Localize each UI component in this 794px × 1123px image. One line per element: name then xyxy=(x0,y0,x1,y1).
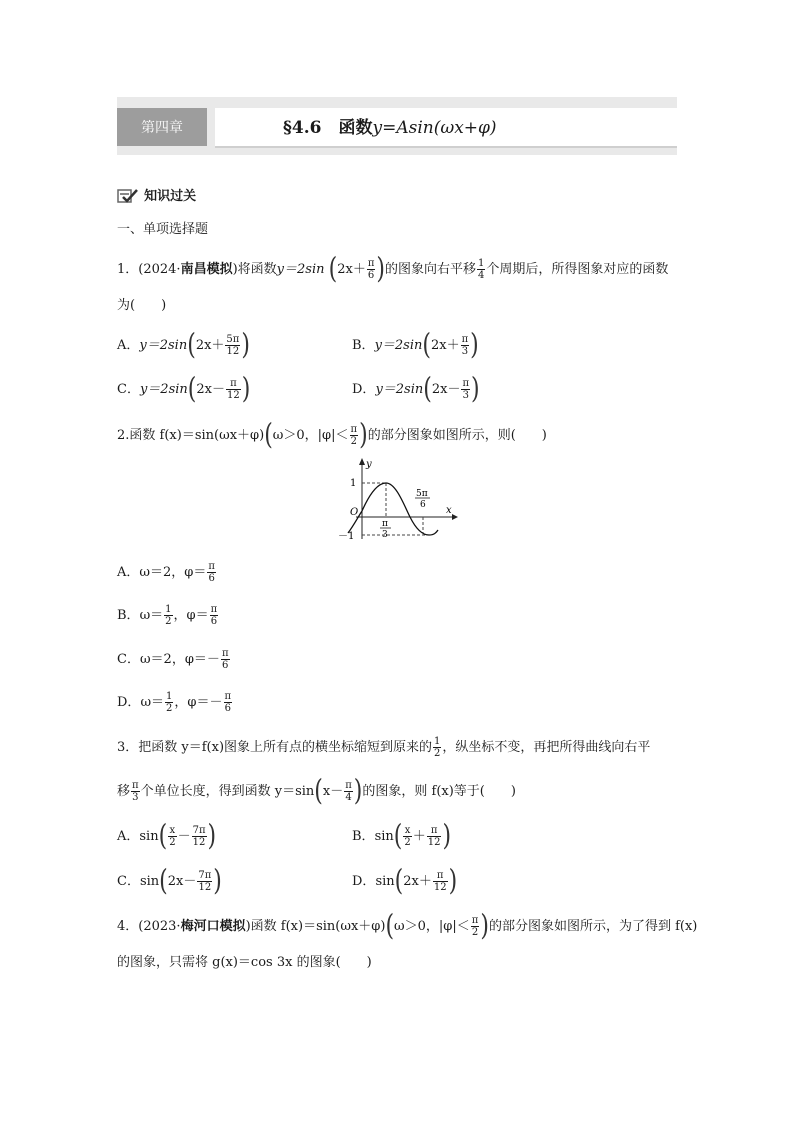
q2-stem-a: 2.函数 f(x)＝sin(ωx＋φ) xyxy=(117,428,265,443)
q1-arg: 2x＋ xyxy=(337,262,366,277)
q3-line1: 3．把函数 y＝f(x)图象上所有点的横坐标缩短到原来的 $\frac{1}{2}$ ，纵坐标不变，再把所得曲线向右平 xyxy=(117,736,651,759)
checklist-icon xyxy=(117,188,139,204)
q1-option-b: B．y＝2sin(2x＋ $\frac{\pi}{3}$ ) xyxy=(352,328,479,362)
q2-option-c: C．ω＝2，φ＝－ $\frac{\pi}{6}$ xyxy=(117,648,229,671)
x-tick2-num: 5π xyxy=(416,489,428,499)
q1-paren: ( xyxy=(328,252,338,286)
part-label: 一、单项选择题 xyxy=(117,222,209,237)
q3-option-d: D．sin(2x＋ $\frac{\pi}{12}$ ) xyxy=(352,864,458,898)
q1-stem-end: 为( ) xyxy=(117,298,167,313)
q4-line2: 的图象，只需将 g(x)＝cos 3x 的图象( ) xyxy=(117,955,372,970)
q1-option-c: C．y＝2sin(2x－ $\frac{\pi}{12}$ ) xyxy=(117,372,251,406)
q1-option-a: A．y＝2sin(2x＋ $\frac{5\pi}{12}$ ) xyxy=(117,328,250,362)
title-prefix: §4.6 函数 xyxy=(283,118,373,138)
q3-option-a: A．sin( $\frac{x}{2}$ － $\frac{7\pi}{12}$ ) xyxy=(117,819,217,853)
section-heading xyxy=(117,185,196,204)
x-axis-label: x xyxy=(446,505,452,516)
q1-stem-b: )将函数 xyxy=(232,262,277,277)
y-axis-label: y xyxy=(366,459,372,470)
y-axis-arrow xyxy=(359,458,365,465)
q2-cond: ω＞0，|φ|＜ xyxy=(272,428,349,443)
q4-line1: 4．(2023·梅河口模拟)函数 f(x)＝sin(ωx＋φ)(ω＞0，|φ|＜ $\frac{\pi}{2}$ )的部分图象如图所示，为了得到 f(x) xyxy=(117,909,698,943)
x-tick1-den: 3 xyxy=(382,530,388,540)
q1-frac: $\frac{\pi}{6}$ xyxy=(367,258,375,281)
q1-option-d: D．y＝2sin(2x－ $\frac{\pi}{3}$ ) xyxy=(352,372,480,406)
q1-stem: 1．(2024·南昌模拟)将函数y＝2sin (2x＋ $\frac{\pi}{6}$ )的图象向右平移 $\frac{1}{4}$ 个周期后，所得图象对应的函数 xyxy=(117,252,669,286)
q3-option-c: C．sin(2x－ $\frac{7\pi}{12}$ ) xyxy=(117,864,222,898)
section-label: 知识过关 xyxy=(144,189,197,204)
q2-stem-b: 的部分图象如图所示，则( ) xyxy=(367,428,547,443)
q2-stem: 2.函数 f(x)＝sin(ωx＋φ)(ω＞0，|φ|＜ $\frac{\pi}{2}$ )的部分图象如图所示，则( ) xyxy=(117,418,547,452)
title-formula: y=Asin(ωx+φ) xyxy=(372,118,497,138)
tick-minus-1: －1 xyxy=(338,531,355,541)
x-tick2-den: 6 xyxy=(420,500,426,510)
tick-1: 1 xyxy=(350,478,357,489)
q1-tag: 南昌模拟 xyxy=(180,262,233,277)
q1-stem-c: 的图象向右平移 xyxy=(385,262,477,277)
x-axis-arrow xyxy=(452,514,458,520)
x-tick1-num: π xyxy=(382,519,388,529)
q3-option-b: B．sin( $\frac{x}{2}$ ＋ $\frac{\pi}{12}$ ) xyxy=(352,819,452,853)
q1-stem-d: 个周期后，所得图象对应的函数 xyxy=(486,262,669,277)
q2-graph xyxy=(336,455,460,541)
q2-option-a: A．ω＝2，φ＝ $\frac{\pi}{6}$ xyxy=(117,561,215,584)
page-title xyxy=(283,118,497,138)
chapter-label: 第四章 xyxy=(117,108,207,146)
q2-option-d: D．ω＝ $\frac{1}{2}$ ，φ＝－ $\frac{\pi}{6}$ xyxy=(117,691,232,714)
q1-shift-frac: $\frac{1}{4}$ xyxy=(478,258,485,281)
origin-label: O xyxy=(350,507,359,518)
q3-line2: 移 $\frac{\pi}{3}$ 个单位长度，得到函数 y＝sin(x－ $\frac{\pi}{4}$ )的图象，则 f(x)等于( ) xyxy=(117,774,516,808)
q1-stem-a: 1．(2024· xyxy=(117,262,181,277)
q2-option-b: B．ω＝ $\frac{1}{2}$ ，φ＝ $\frac{\pi}{6}$ xyxy=(117,604,218,627)
q1-fn: y＝2sin xyxy=(276,262,325,277)
